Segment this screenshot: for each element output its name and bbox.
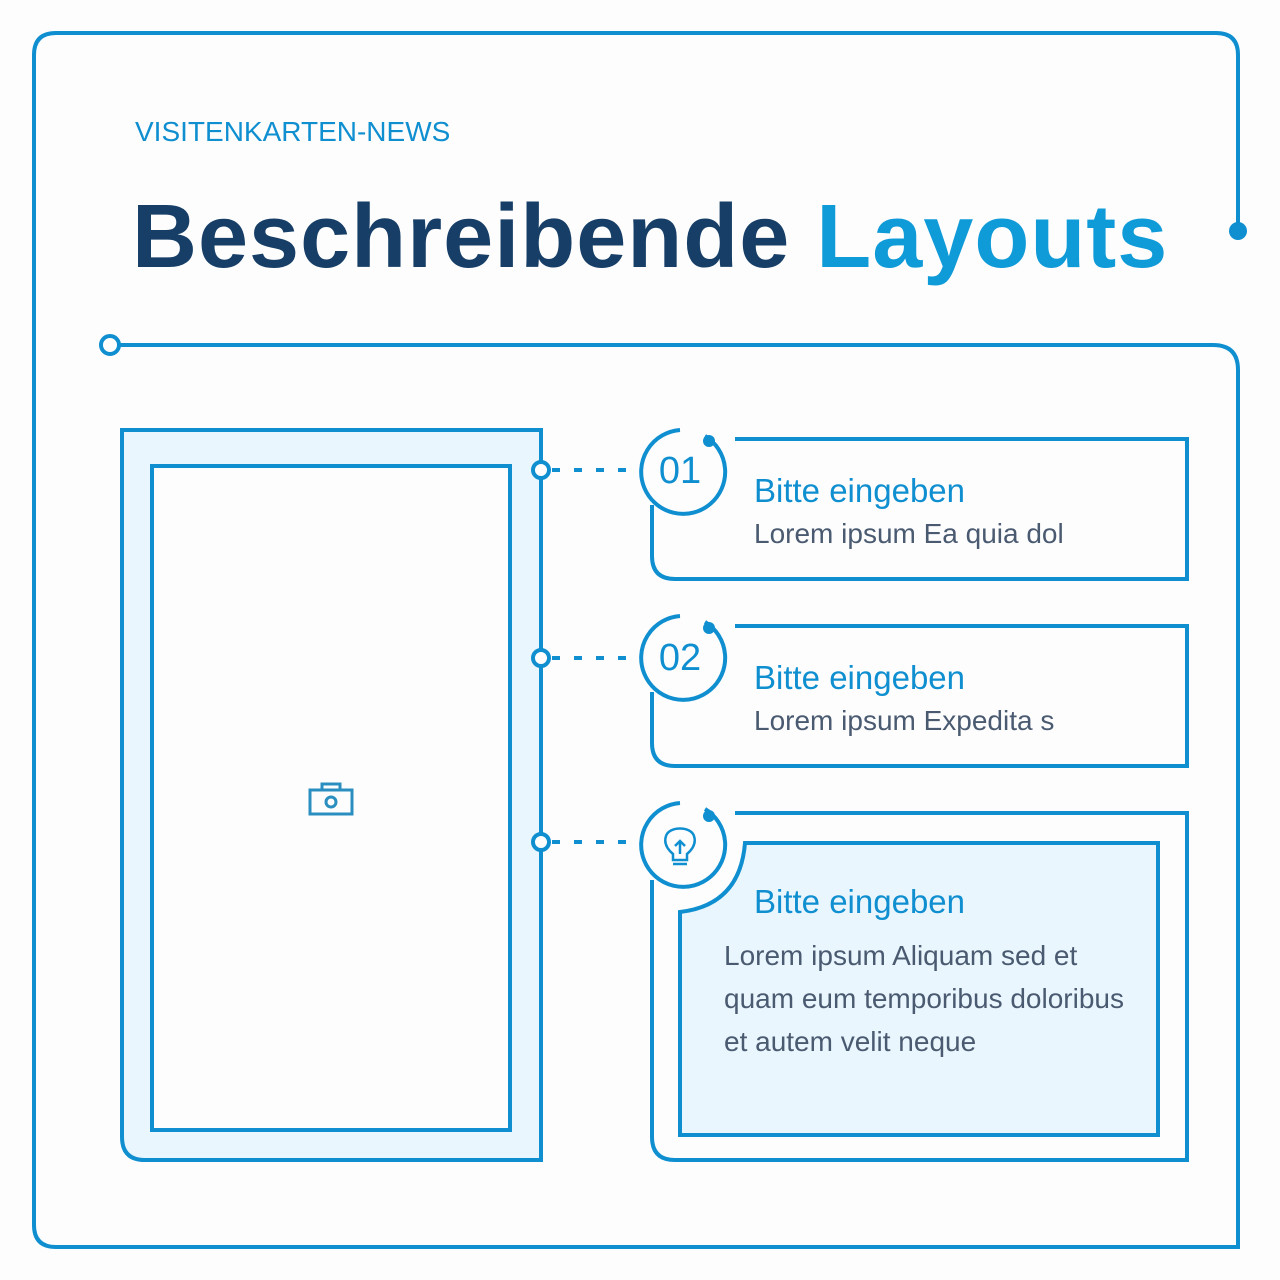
lightbulb-icon xyxy=(662,822,698,870)
item-title-2: Bitte eingeben xyxy=(754,659,966,696)
item-number-1: 01 xyxy=(658,450,702,492)
item-body-1: Lorem ipsum Ea quia dol xyxy=(754,518,1064,549)
item-title-1: Bitte eingeben xyxy=(754,472,966,509)
item-body-2: Lorem ipsum Expedita s xyxy=(754,705,1055,736)
kicker-label: VISITENKARTEN-NEWS xyxy=(135,116,451,147)
title-part-2: Layouts xyxy=(816,187,1169,287)
camera-icon xyxy=(308,782,354,816)
item-title-3: Bitte eingeben xyxy=(754,883,966,920)
title-part-1: Beschreibende xyxy=(132,187,791,287)
item-body-3: Lorem ipsum Aliquam sed et quam eum temporibus doloribus et autem velit neque xyxy=(724,940,1124,1057)
item-number-2: 02 xyxy=(658,637,702,679)
page-title xyxy=(132,186,1168,289)
